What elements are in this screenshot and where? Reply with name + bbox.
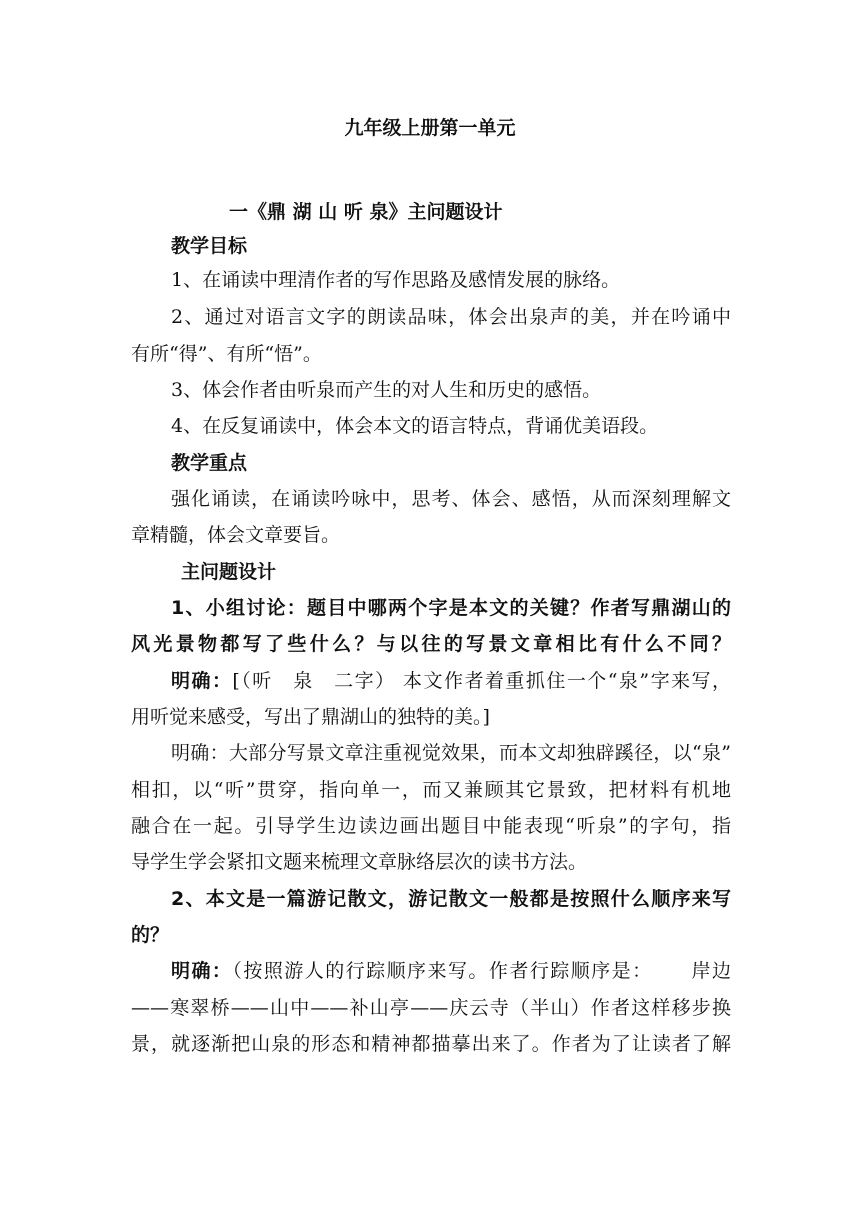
objective-4: 4、在反复诵读中，体会本文的语言特点，背诵优美语段。 (171, 415, 659, 437)
answer-2-line-1 (171, 959, 731, 983)
objective-1: 1、在诵读中理清作者的写作思路及感情发展的脉络。 (171, 269, 621, 291)
question-2-line-1: 2、本文是一篇游记散文，游记散文一般都是按照什么顺序来写 (171, 888, 731, 910)
objective-3: 3、体会作者由听泉而产生的对人生和历史的感悟。 (171, 379, 602, 401)
answer-1b-line-2: 相扣，以“听”贯穿，指向单一，而又兼顾其它景致，把材料有机地 (131, 779, 731, 801)
answer-1-text: [（听 泉 二字） 本文作者着重抓住一个“泉”字来写， (232, 670, 731, 692)
answer-1-line-1 (171, 669, 731, 693)
lesson-title: 一《鼎 湖 山 听 泉》主问题设计 (229, 201, 503, 223)
key-points-line-2: 章精髓，体会文章要旨。 (131, 524, 341, 546)
answer-1-line-2: 用听觉来感受，写出了鼎湖山的独特的美。] (131, 706, 490, 728)
objective-2-line-1: 2、通过对语言文字的朗读品味，体会出泉声的美，并在吟诵中 (171, 306, 731, 328)
section-heading-objectives: 教学目标 (171, 235, 248, 257)
answer-2-line-2: ——寒翠桥——山中——补山亭——庆云寺（半山）作者这样移步换 (131, 997, 731, 1019)
page-title: 九年级上册第一单元 (344, 117, 516, 139)
objective-2-line-2: 有所“得”、有所“悟”。 (131, 343, 322, 365)
answer-1-label: 明确： (171, 670, 233, 692)
section-heading-key-points: 教学重点 (171, 452, 248, 474)
answer-1b-line-3: 融合在一起。引导学生边读边画出题目中能表现“听泉”的字句，指 (131, 815, 731, 837)
answer-2-label: 明确： (171, 960, 233, 982)
key-points-line-1: 强化诵读，在诵读吟咏中，思考、体会、感悟，从而深刻理解文 (171, 488, 731, 510)
answer-2-line-3: 景，就逐渐把山泉的形态和精神都描摹出来了。作者为了让读者了解 (131, 1033, 731, 1055)
section-heading-design: 主问题设计 (181, 561, 277, 583)
question-2-line-2: 的？ (131, 924, 170, 946)
answer-1b-line-4: 导学生学会紧扣文题来梳理文章脉络层次的读书方法。 (131, 851, 588, 873)
question-1-line-2: 风光景物都写了些什么？与以往的写景文章相比有什么不同？ (131, 633, 731, 655)
answer-1b-line-1: 明确：大部分写景文章注重视觉效果，而本文却独辟蹊径，以“泉” (171, 742, 731, 764)
question-1-line-1: 1、小组讨论：题目中哪两个字是本文的关键？作者写鼎湖山的 (171, 597, 731, 619)
answer-2-text: （按照游人的行踪顺序来写。作者行踪顺序是： 岸边 (232, 960, 731, 982)
